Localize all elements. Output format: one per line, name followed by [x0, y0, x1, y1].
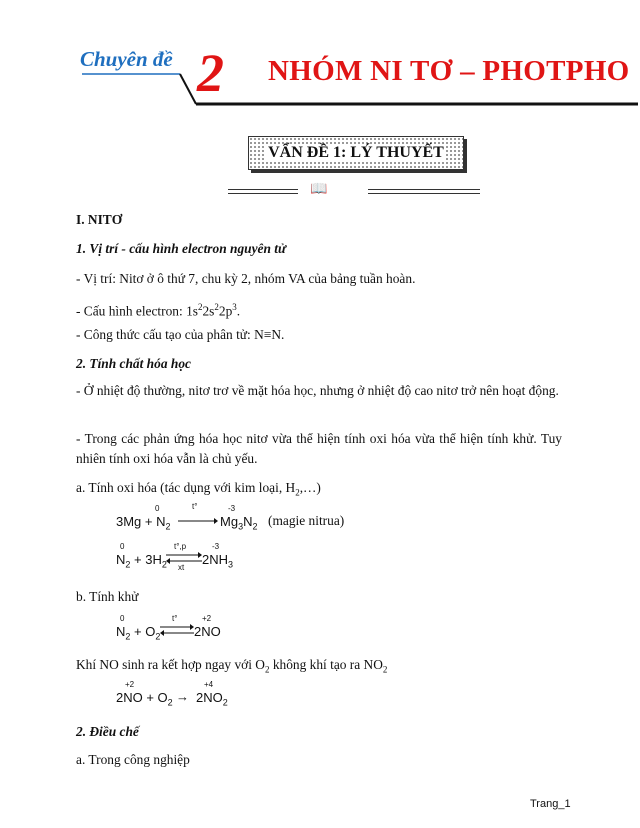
text-congthuc: - Công thức cấu tạo của phân tử: N≡N. — [76, 327, 285, 342]
section-title: VẤN ĐỀ 1: LÝ THUYẾT — [268, 144, 444, 161]
text-oxihoa: a. Tính oxi hóa (tác dụng với kim loại, $H_2,\dots$) — [76, 480, 321, 498]
heading-vitri: 1. Vị trí - cấu hình electron nguyên tử — [76, 241, 287, 256]
divider-left — [228, 189, 298, 194]
text-vitri: - Vị trí: Nitơ ở ô thứ 7, chu kỳ 2, nhóm VA của bảng tuần hoàn. — [76, 271, 416, 286]
heading-nito: I. NITƠ — [76, 212, 123, 227]
text-tc1: - Ở nhiệt độ thường, nitơ trơ về mặt hóa học, nhưng ở nhiệt độ cao nitơ trở nên hoạt động. — [76, 383, 559, 398]
chapter-label: Chuyên đề — [80, 47, 173, 71]
equation-n2-o2: 0 t° +2 $N_2 + O_2$ 2NO — [116, 614, 221, 642]
chapter-title: NHÓM NI TƠ – PHOTPHO — [268, 55, 630, 87]
chapter-number: 2 — [197, 43, 224, 103]
equation-mg-n2: 0 t° -3 $3Mg + N_2$ $Mg_3N_2$ (magie nitrua) — [116, 502, 345, 532]
equation-note: (magie nitrua) — [268, 513, 345, 528]
page-number: Trang_1 — [530, 798, 571, 810]
heading-tinhchat: 2. Tính chất hóa học — [76, 356, 191, 371]
section-title-box — [248, 136, 464, 170]
heading-dieuche: 2. Điều chế — [76, 724, 139, 739]
equation-no-o2: +2 +4 $2NO + O_2$ → $2NO_2$ — [116, 680, 228, 708]
text-no: Khí NO sinh ra kết hợp ngay với $O_2$ không khí tạo ra $NO_2$ — [76, 657, 388, 675]
equation-n2-h2: 0 t°,p -3 xt $N_2 + 3H_2$ $2NH_3$ — [116, 542, 234, 572]
divider-right — [368, 189, 480, 194]
text-cauhinh: - Cấu hình electron: $1s^22s^22p^3$. — [76, 302, 241, 319]
book-icon: 📖 — [310, 182, 328, 197]
text-tinhkhu: b. Tính khử — [76, 589, 139, 604]
text-tc2: - Trong các phản ứng hóa học nitơ vừa thể hiện tính oxi hóa vừa thể hiện tính khử. Tuy nhiên tính oxi hóa vẫn là chủ yếu. — [76, 431, 562, 466]
text-congnghiep: a. Trong công nghiệp — [76, 752, 190, 767]
